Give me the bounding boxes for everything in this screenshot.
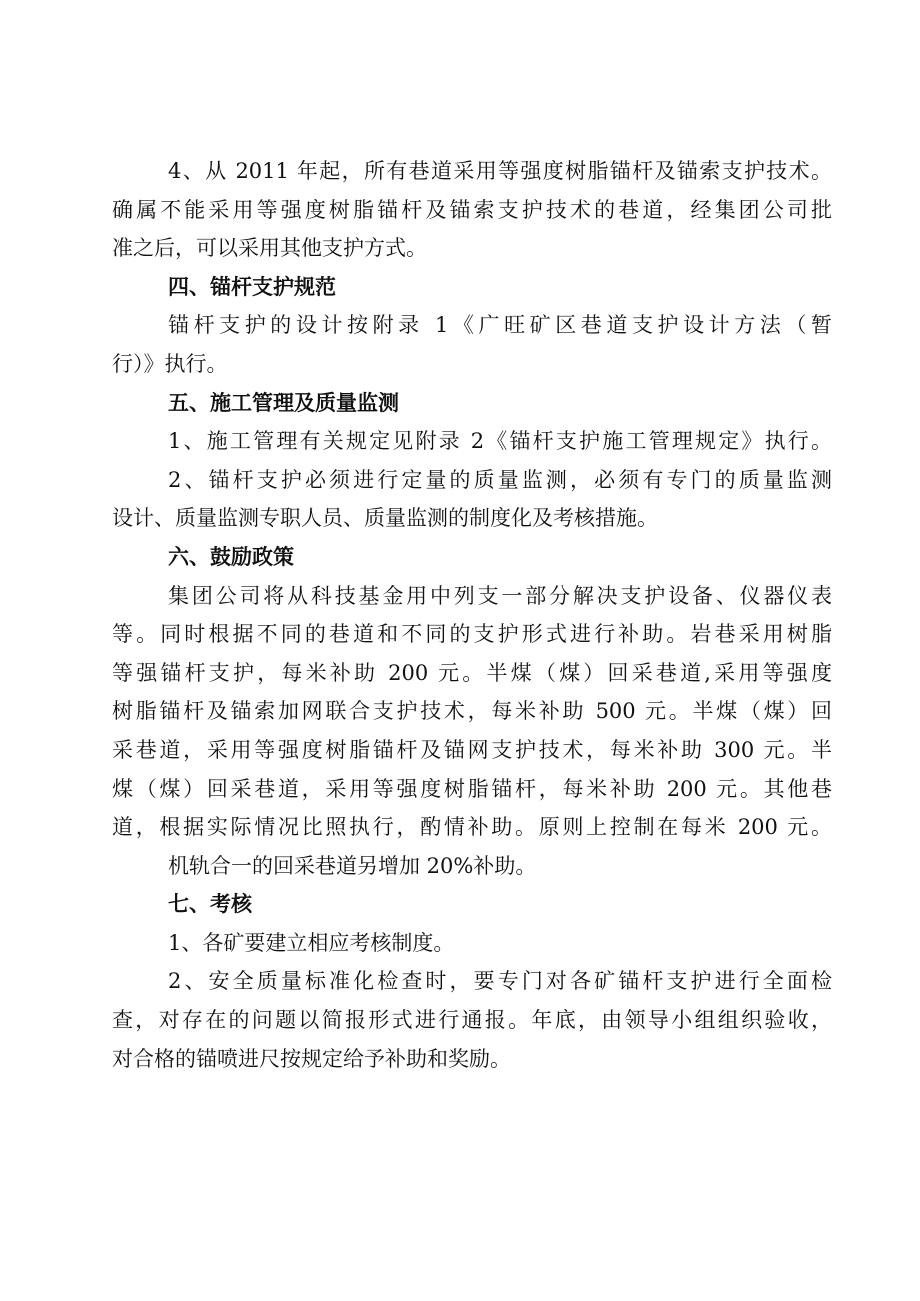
paragraph-line: 确属不能采用等强度树脂锚杆及锚索支护技术的巷道，经集团公司批 [112,197,832,222]
section-heading: 四、锚杆支护规范 [168,274,336,299]
paragraph-line: 煤（煤）回采巷道，采用等强度树脂锚杆，每米补助 200 元。其他巷 [112,776,832,801]
paragraph-line: 机轨合一的回采巷道另增加 20%补助。 [168,853,537,878]
paragraph-line: 4、从 2011 年起，所有巷道采用等强度树脂锚杆及锚索支护技术。 [168,159,832,183]
paragraph-line: 行）》执行。 [112,351,228,376]
document-body [112,152,832,1078]
paragraph-line: 1、施工管理有关规定见附录 2《锚杆支护施工管理规定》执行。 [168,429,832,454]
paragraph-line: 对合格的锚喷进尺按规定给予补助和奖励。 [112,1046,511,1071]
paragraph-line: 采巷道，采用等强度树脂锚杆及锚网支护技术，每米补助 300 元。半 [112,737,832,762]
paragraph-line: 查，对存在的问题以简报形式进行通报。年底，由领导小组组织验收， [112,1008,832,1033]
paragraph-line: 集团公司将从科技基金用中列支一部分解决支护设备、仪器仪表 [168,583,832,608]
section-heading: 五、施工管理及质量监测 [168,390,399,415]
paragraph-line: 等。同时根据不同的巷道和不同的支护形式进行补助。岩巷采用树脂 [112,622,832,647]
paragraph-line: 锚杆支护的设计按附录 1《广旺矿区巷道支护设计方法（暂 [168,313,832,338]
paragraph-line: 树脂锚杆及锚索加网联合支护技术，每米补助 500 元。半煤（煤）回 [112,699,832,724]
paragraph-line: 1、各矿要建立相应考核制度。 [168,930,455,955]
paragraph-line: 等强锚杆支护，每米补助 200 元。半煤（煤）回采巷道,采用等强度 [112,660,832,685]
section-heading: 六、鼓励政策 [168,544,294,569]
paragraph-line: 设计、质量监测专职人员、质量监测的制度化及考核措施。 [112,506,658,531]
section-heading: 七、考核 [168,892,252,917]
paragraph-line: 2、锚杆支护必须进行定量的质量监测，必须有专门的质量监测 [168,467,832,492]
paragraph-line: 道，根据实际情况比照执行，酌情补助。原则上控制在每米 200 元。 [112,815,832,840]
paragraph-line: 2、安全质量标准化检查时，要专门对各矿锚杆支护进行全面检 [168,969,832,994]
paragraph-line: 准之后，可以采用其他支护方式。 [112,236,427,261]
